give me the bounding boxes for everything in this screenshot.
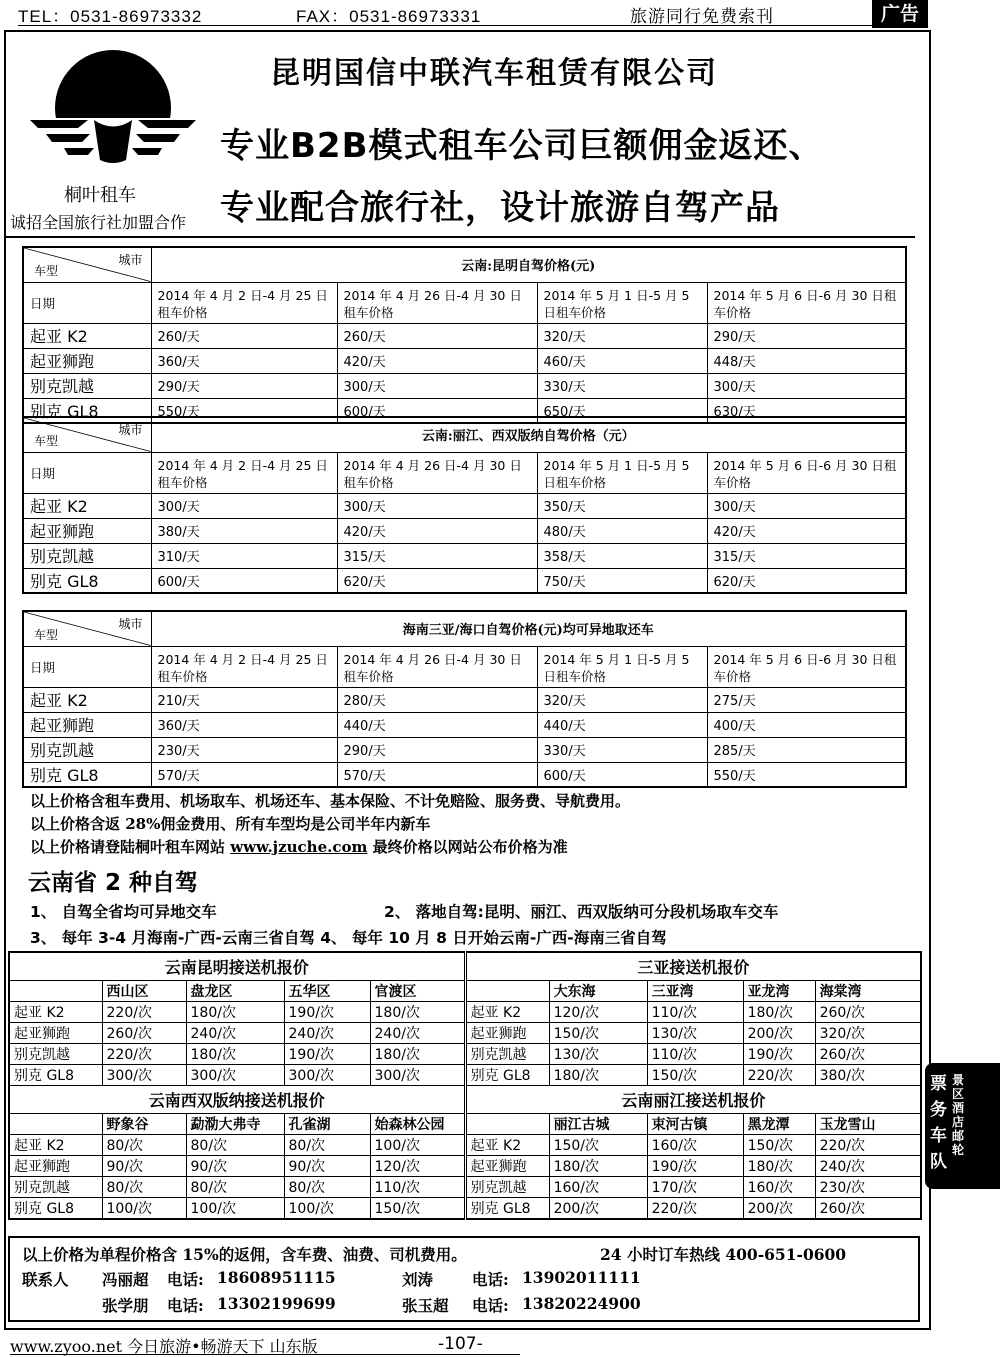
price-cell: 180/次 (549, 1064, 647, 1085)
contact-name: 张学朋 (102, 1296, 149, 1315)
car-model: 别克 GL8 (465, 1197, 549, 1219)
table-row (23, 687, 906, 712)
city-label: 城市 (118, 423, 143, 437)
price-cell: 448/天 (707, 348, 906, 373)
phone-label: 电话: (167, 1296, 204, 1315)
car-model: 别克凯越 (23, 373, 151, 398)
table-row (23, 348, 906, 373)
price-cell: 130/次 (647, 1022, 743, 1043)
car-model: 起亚狮跑 (465, 1155, 549, 1176)
type-label: 车型 (34, 264, 59, 278)
price-table (22, 610, 907, 788)
price-cell: 260/次 (102, 1022, 186, 1043)
self-drive-heading: 云南省 2 种自驾 (28, 870, 199, 896)
table-row (23, 762, 906, 787)
price-table-title: 海南三亚/海口自驾价格(元)均可异地取还车 (151, 611, 906, 646)
contact-name: 冯丽超 (102, 1270, 149, 1289)
period-header: 2014 年 5 月 1 日-5 月 5 日租车价格 (537, 452, 707, 493)
header-divider (4, 236, 915, 238)
price-cell: 160/次 (743, 1176, 815, 1197)
table-row (23, 373, 906, 398)
car-model: 别克 GL8 (465, 1064, 549, 1085)
table-row (23, 518, 906, 543)
period-header: 2014 年 5 月 6 日-6 月 30 日租车价格 (707, 452, 906, 493)
destination-header: 束河古镇 (647, 1113, 743, 1134)
phone-number: 13820224900 (522, 1294, 641, 1313)
price-cell: 310/天 (151, 543, 337, 568)
price-cell: 180/次 (549, 1155, 647, 1176)
price-cell: 90/次 (102, 1155, 186, 1176)
destination-header: 官渡区 (370, 980, 465, 1001)
price-cell: 300/天 (337, 493, 537, 518)
period-header: 2014 年 5 月 1 日-5 月 5 日租车价格 (537, 282, 707, 323)
price-cell: 180/次 (370, 1043, 465, 1064)
bottom-site: www.zyoo.net 今日旅游•畅游天下 山东版 (10, 1337, 318, 1356)
destination-header: 盘龙区 (186, 980, 284, 1001)
price-cell: 600/天 (337, 398, 537, 423)
price-cell: 320/次 (815, 1022, 921, 1043)
car-model: 起亚狮跑 (465, 1022, 549, 1043)
price-cell: 230/次 (815, 1176, 921, 1197)
table-corner (23, 611, 151, 646)
header-title: 旅游同行免费索刊 (630, 7, 774, 26)
destination-header: 野象谷 (102, 1113, 186, 1134)
price-table-title: 云南:丽江、西双版纳自驾价格（元） (151, 417, 906, 452)
price-cell: 120/次 (549, 1001, 647, 1022)
table-row (9, 1001, 921, 1022)
price-cell: 260/次 (815, 1197, 921, 1219)
price-cell: 570/天 (151, 762, 337, 787)
price-cell: 80/次 (284, 1134, 370, 1155)
car-model: 起亚狮跑 (9, 1022, 102, 1043)
car-model: 起亚狮跑 (23, 348, 151, 373)
price-cell: 260/天 (151, 323, 337, 348)
period-header: 2014 年 5 月 6 日-6 月 30 日租车价格 (707, 282, 906, 323)
price-cell: 120/次 (370, 1155, 465, 1176)
price-cell: 275/天 (707, 687, 906, 712)
phone-label: 电话: (472, 1270, 509, 1289)
note-1: 以上价格含租车费用、机场取车、机场还车、基本保险、不计免赔险、服务费、导航费用。 (30, 792, 631, 810)
price-cell: 190/次 (284, 1001, 370, 1022)
price-cell: 220/次 (743, 1064, 815, 1085)
destination-header: 丽江古城 (549, 1113, 647, 1134)
price-cell: 110/次 (370, 1176, 465, 1197)
price-cell: 130/次 (549, 1043, 647, 1064)
car-model: 起亚狮跑 (23, 518, 151, 543)
transfer-title: 云南昆明接送机报价 (9, 952, 465, 980)
price-cell: 180/次 (186, 1043, 284, 1064)
period-header: 2014 年 4 月 2 日-4 月 25 日租车价格 (151, 452, 337, 493)
price-cell: 220/次 (815, 1134, 921, 1155)
price-cell: 350/天 (537, 493, 707, 518)
car-model: 别克 GL8 (9, 1197, 102, 1219)
price-cell: 160/次 (647, 1134, 743, 1155)
header-fax: FAX：0531-86973331 (296, 7, 482, 26)
price-cell: 300/次 (284, 1064, 370, 1085)
price-cell: 190/次 (284, 1043, 370, 1064)
price-cell: 440/天 (337, 712, 537, 737)
car-model: 别克 GL8 (23, 762, 151, 787)
price-cell: 80/次 (102, 1134, 186, 1155)
price-cell: 180/次 (743, 1155, 815, 1176)
price-cell: 240/次 (815, 1155, 921, 1176)
logo-caption: 桐叶租车 (64, 185, 136, 206)
destination-header: 玉龙雪山 (815, 1113, 921, 1134)
period-header: 2014 年 4 月 26 日-4 月 30 日租车价格 (337, 646, 537, 687)
price-cell: 300/次 (370, 1064, 465, 1085)
self-drive-item-2: 2、 落地自驾:昆明、丽江、西双版纳可分段机场取车交车 (384, 903, 779, 921)
destination-header: 海棠湾 (815, 980, 921, 1001)
price-cell: 630/天 (707, 398, 906, 423)
price-cell: 220/次 (647, 1197, 743, 1219)
table-row (23, 493, 906, 518)
empty-cell (465, 980, 549, 1001)
empty-cell (9, 1113, 102, 1134)
price-cell: 80/次 (186, 1134, 284, 1155)
date-label: 日期 (23, 282, 151, 323)
price-cell: 460/天 (537, 348, 707, 373)
price-cell: 150/次 (549, 1134, 647, 1155)
price-cell: 570/天 (337, 762, 537, 787)
price-cell: 620/天 (707, 568, 906, 593)
price-cell: 170/次 (647, 1176, 743, 1197)
table-row (9, 1197, 921, 1219)
table-row (9, 1043, 921, 1064)
price-cell: 220/次 (102, 1001, 186, 1022)
table-row (23, 568, 906, 593)
price-cell: 440/天 (537, 712, 707, 737)
company-name: 昆明国信中联汽车租赁有限公司 (270, 56, 718, 91)
price-cell: 600/天 (151, 568, 337, 593)
side-tab-sub: 景区酒店邮轮 (952, 1073, 965, 1157)
price-table (22, 416, 907, 594)
logo-subtitle: 诚招全国旅行社加盟合作 (10, 213, 187, 232)
price-cell: 315/天 (707, 543, 906, 568)
price-cell: 200/次 (743, 1022, 815, 1043)
price-cell: 420/天 (707, 518, 906, 543)
price-cell: 100/次 (102, 1197, 186, 1219)
price-cell: 220/次 (102, 1043, 186, 1064)
header-tel: TEL：0531-86973332 (18, 7, 203, 26)
destination-header: 西山区 (102, 980, 186, 1001)
price-cell: 260/次 (815, 1043, 921, 1064)
table-row (9, 1064, 921, 1085)
table-corner (23, 247, 151, 282)
period-header: 2014 年 4 月 26 日-4 月 30 日租车价格 (337, 452, 537, 493)
empty-cell (9, 980, 102, 1001)
car-model: 别克凯越 (23, 737, 151, 762)
car-model: 起亚 K2 (465, 1001, 549, 1022)
price-cell: 280/天 (337, 687, 537, 712)
period-header: 2014 年 5 月 6 日-6 月 30 日租车价格 (707, 646, 906, 687)
footer-box (8, 1236, 920, 1322)
car-model: 别克 GL8 (23, 568, 151, 593)
car-model: 起亚狮跑 (23, 712, 151, 737)
price-cell: 300/次 (186, 1064, 284, 1085)
car-model: 起亚 K2 (23, 687, 151, 712)
price-cell: 260/次 (815, 1001, 921, 1022)
table-row (9, 1134, 921, 1155)
car-model: 别克 GL8 (23, 398, 151, 423)
price-cell: 300/天 (707, 493, 906, 518)
destination-header: 黑龙潭 (743, 1113, 815, 1134)
header-rule (18, 25, 878, 26)
table-row (23, 737, 906, 762)
company-logo-icon (28, 48, 198, 188)
page-number: -107- (438, 1334, 483, 1354)
car-model: 别克 GL8 (9, 1064, 102, 1085)
car-model: 起亚 K2 (23, 493, 151, 518)
price-cell: 550/天 (707, 762, 906, 787)
table-row (9, 1022, 921, 1043)
price-cell: 290/天 (151, 373, 337, 398)
website-link[interactable]: www.jzuche.com (230, 838, 368, 856)
destination-header: 勐泐大弗寺 (186, 1113, 284, 1134)
price-cell: 150/次 (647, 1064, 743, 1085)
contact-name: 刘涛 (402, 1270, 434, 1289)
price-cell: 110/次 (647, 1001, 743, 1022)
phone-number: 13902011111 (522, 1268, 641, 1287)
period-header: 2014 年 4 月 2 日-4 月 25 日租车价格 (151, 282, 337, 323)
car-model: 起亚 K2 (465, 1134, 549, 1155)
note-2: 以上价格含返 28%佣金费用、所有车型均是公司半年内新车 (30, 815, 431, 833)
self-drive-item-1: 1、 自驾全省均可异地交车 (30, 903, 217, 921)
price-cell: 650/天 (537, 398, 707, 423)
price-cell: 240/次 (284, 1022, 370, 1043)
city-label: 城市 (118, 617, 143, 631)
note-3 (30, 836, 568, 857)
car-model: 起亚狮跑 (9, 1155, 102, 1176)
price-cell: 150/次 (370, 1197, 465, 1219)
note-3-suffix: 最终价格以网站公布价格为准 (367, 838, 568, 856)
price-cell: 190/次 (647, 1155, 743, 1176)
price-cell: 200/次 (549, 1197, 647, 1219)
transfer-title: 三亚接送机报价 (465, 952, 921, 980)
price-cell: 380/天 (151, 518, 337, 543)
price-cell: 100/次 (284, 1197, 370, 1219)
price-cell: 160/次 (549, 1176, 647, 1197)
price-cell: 358/天 (537, 543, 707, 568)
price-cell: 420/天 (337, 348, 537, 373)
side-tab-main: 票务车队 (930, 1074, 947, 1172)
car-model: 别克凯越 (9, 1176, 102, 1197)
price-cell: 600/天 (537, 762, 707, 787)
table-row (23, 323, 906, 348)
price-cell: 330/天 (537, 373, 707, 398)
phone-label: 电话: (472, 1296, 509, 1315)
table-row (23, 543, 906, 568)
period-header: 2014 年 4 月 2 日-4 月 25 日租车价格 (151, 646, 337, 687)
price-cell: 80/次 (284, 1176, 370, 1197)
price-cell: 300/次 (102, 1064, 186, 1085)
price-cell: 150/次 (549, 1022, 647, 1043)
price-cell: 750/天 (537, 568, 707, 593)
slogan-line-1: 专业B2B模式租车公司巨额佣金返还、 (220, 126, 824, 166)
price-table-title: 云南:昆明自驾价格(元) (151, 247, 906, 282)
price-cell: 80/次 (102, 1176, 186, 1197)
car-model: 起亚 K2 (9, 1134, 102, 1155)
price-cell: 100/次 (370, 1134, 465, 1155)
price-cell: 480/天 (537, 518, 707, 543)
price-cell: 330/天 (537, 737, 707, 762)
price-cell: 90/次 (186, 1155, 284, 1176)
phone-number: 18608951115 (217, 1268, 336, 1287)
price-cell: 300/天 (707, 373, 906, 398)
destination-header: 孔雀湖 (284, 1113, 370, 1134)
price-cell: 290/天 (337, 737, 537, 762)
phone-number: 13302199699 (217, 1294, 336, 1313)
note-3-prefix: 以上价格请登陆桐叶租车网站 (30, 838, 231, 856)
transfer-price-table (8, 951, 922, 1220)
ad-tag: 广告 (872, 0, 928, 28)
price-cell: 315/天 (337, 543, 537, 568)
price-cell: 90/次 (284, 1155, 370, 1176)
transfer-title: 云南西双版纳接送机报价 (9, 1085, 465, 1113)
table-row (9, 1155, 921, 1176)
table-row (9, 1176, 921, 1197)
table-corner (23, 417, 151, 452)
period-header: 2014 年 5 月 1 日-5 月 5 日租车价格 (537, 646, 707, 687)
price-cell: 180/次 (370, 1001, 465, 1022)
hotline: 24 小时订车热线 400-651-0600 (600, 1245, 847, 1264)
car-model: 起亚 K2 (9, 1001, 102, 1022)
price-cell: 150/次 (743, 1134, 815, 1155)
price-cell: 400/天 (707, 712, 906, 737)
price-cell: 110/次 (647, 1043, 743, 1064)
city-label: 城市 (118, 253, 143, 267)
car-model: 起亚 K2 (23, 323, 151, 348)
price-cell: 290/天 (707, 323, 906, 348)
side-tab[interactable] (925, 1063, 1000, 1189)
self-drive-item-3: 3、 每年 3-4 月海南-广西-云南三省自驾 4、 每年 10 月 8 日开始云南-广西-海南三省自驾 (30, 929, 667, 947)
price-cell: 190/次 (743, 1043, 815, 1064)
contact-label: 联系人 (22, 1270, 69, 1289)
price-cell: 240/次 (186, 1022, 284, 1043)
price-table (22, 246, 907, 424)
price-cell: 210/天 (151, 687, 337, 712)
empty-cell (465, 1113, 549, 1134)
footer-note: 以上价格为单程价格含 15%的返佣，含车费、油费、司机费用。 (22, 1245, 467, 1264)
price-cell: 180/次 (743, 1001, 815, 1022)
price-cell: 420/天 (337, 518, 537, 543)
slogan-line-2: 专业配合旅行社，设计旅游自驾产品 (220, 188, 780, 228)
price-cell: 620/天 (337, 568, 537, 593)
table-row (23, 712, 906, 737)
car-model: 别克凯越 (9, 1043, 102, 1064)
destination-header: 大东海 (549, 980, 647, 1001)
price-cell: 240/次 (370, 1022, 465, 1043)
price-cell: 285/天 (707, 737, 906, 762)
price-cell: 320/天 (537, 687, 707, 712)
price-cell: 200/次 (743, 1197, 815, 1219)
phone-label: 电话: (167, 1270, 204, 1289)
date-label: 日期 (23, 452, 151, 493)
price-cell: 550/天 (151, 398, 337, 423)
price-cell: 300/天 (337, 373, 537, 398)
car-model: 别克凯越 (23, 543, 151, 568)
bottom-rule (10, 1354, 520, 1355)
price-cell: 230/天 (151, 737, 337, 762)
car-model: 别克凯越 (465, 1043, 549, 1064)
price-cell: 80/次 (186, 1176, 284, 1197)
price-cell: 380/次 (815, 1064, 921, 1085)
destination-header: 五华区 (284, 980, 370, 1001)
destination-header: 始森林公园 (370, 1113, 465, 1134)
price-cell: 100/次 (186, 1197, 284, 1219)
page-header (0, 0, 1000, 26)
destination-header: 三亚湾 (647, 980, 743, 1001)
car-model: 别克凯越 (465, 1176, 549, 1197)
price-cell: 360/天 (151, 712, 337, 737)
price-cell: 260/天 (337, 323, 537, 348)
type-label: 车型 (34, 434, 59, 448)
destination-header: 亚龙湾 (743, 980, 815, 1001)
transfer-title: 云南丽江接送机报价 (465, 1085, 921, 1113)
contact-name: 张玉超 (402, 1296, 449, 1315)
price-cell: 180/次 (186, 1001, 284, 1022)
date-label: 日期 (23, 646, 151, 687)
period-header: 2014 年 4 月 26 日-4 月 30 日租车价格 (337, 282, 537, 323)
price-cell: 360/天 (151, 348, 337, 373)
type-label: 车型 (34, 628, 59, 642)
price-cell: 300/天 (151, 493, 337, 518)
price-cell: 320/天 (537, 323, 707, 348)
